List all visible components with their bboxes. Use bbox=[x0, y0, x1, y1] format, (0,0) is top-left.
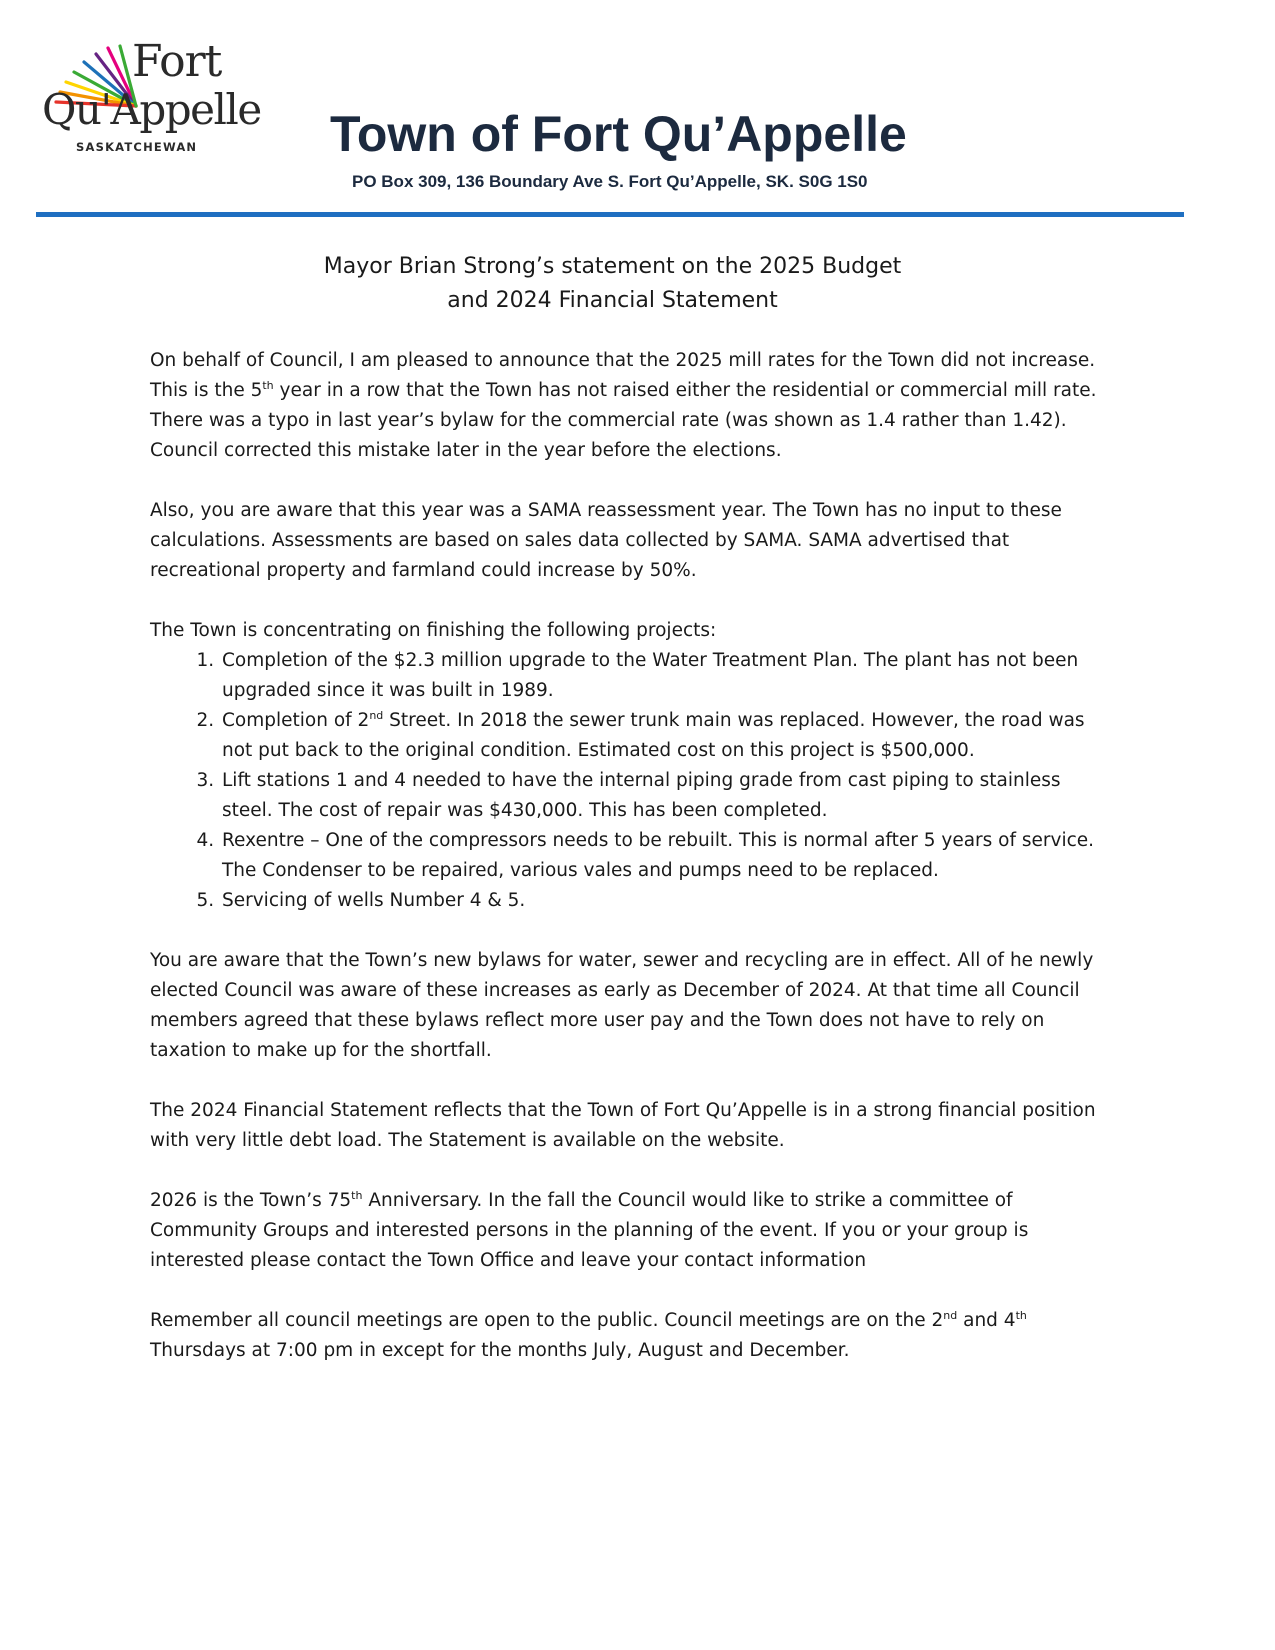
projects-list bbox=[150, 646, 1100, 916]
superscript: nd bbox=[943, 1308, 958, 1322]
paragraph-financial-statement: The 2024 Financial Statement reflects that the Town of Fort Qu’Appelle is in a strong financial position with very little debt load. The Statement is available on the website. bbox=[150, 1100, 1096, 1151]
header-divider bbox=[36, 212, 1184, 217]
list-item: 3. Lift stations 1 and 4 needed to have the internal piping grade from cast piping to stainless steel. The cost of repair was $430,000. This has been completed. bbox=[220, 766, 1100, 826]
list-item: 1. Completion of the $2.3 million upgrade to the Water Treatment Plan. The plant has not been upgraded since it was built in 1989. bbox=[220, 646, 1100, 706]
list-item-text: Completion of 2 bbox=[222, 710, 370, 731]
logo-text-province: SASKATCHEWAN bbox=[76, 140, 198, 154]
list-item bbox=[220, 706, 1100, 766]
paragraph-mill-rates bbox=[150, 346, 1100, 466]
superscript: th bbox=[351, 1188, 363, 1202]
paragraph-text: Anniversary. In the fall the Council would like to strike a committee of Community Groups and interested persons in the planning of the event. If you or your group is interested please contact the Town Office and leave your contact information bbox=[150, 1190, 1029, 1271]
paragraph-text: Remember all council meetings are open to the public. Council meetings are on the 2 bbox=[150, 1310, 944, 1331]
paragraph-text: 2026 is the Town’s 75 bbox=[150, 1190, 352, 1211]
logo-text-quappelle: Qu'Appelle bbox=[42, 85, 261, 134]
paragraph-text: Thursdays at 7:00 pm in except for the months July, August and December. bbox=[150, 1340, 850, 1361]
projects-intro: The Town is concentrating on finishing the following projects: bbox=[150, 620, 717, 641]
paragraph-text: year in a row that the Town has not raised either the residential or commercial mill rate. There was a typo in last year’s bylaw for the commercial rate (was shown as 1.4 rather than 1.42). Council corrected this mistake later in the year before the elections. bbox=[150, 380, 1097, 461]
list-item: 5. Servicing of wells Number 4 & 5. bbox=[220, 886, 1100, 916]
paragraph-council-meetings bbox=[150, 1306, 1100, 1366]
superscript: th bbox=[1015, 1308, 1027, 1322]
paragraph-bylaws: You are aware that the Town’s new bylaws for water, sewer and recycling are in effect. All of he newly elected Council was aware of these increases as early as December of 2024. At that time all Council members agreed that these bylaws reflect more user pay and the Town does not have to rely on taxation to make up for the shortfall. bbox=[150, 950, 1094, 1061]
paragraph-text: and 4 bbox=[957, 1310, 1016, 1331]
list-item: 4. Rexentre – One of the compressors needs to be rebuilt. This is normal after 5 years of service. The Condenser to be repaired, various vales and pumps need to be replaced. bbox=[220, 826, 1100, 886]
superscript: nd bbox=[369, 708, 384, 722]
paragraph-anniversary bbox=[150, 1186, 1100, 1276]
paragraph-text: On behalf of Council, I am pleased to announce that the 2025 mill rates for the Town did not increase. This is the 5 bbox=[150, 350, 1096, 401]
town-address: PO Box 309, 136 Boundary Ave S. Fort Qu’Appelle, SK. S0G 1S0 bbox=[352, 172, 868, 191]
superscript: th bbox=[262, 378, 274, 392]
statement-heading-line-1: Mayor Brian Strong’s statement on the 2025 Budget bbox=[323, 254, 902, 279]
town-logo bbox=[40, 38, 270, 158]
logo-text-fort: Fort bbox=[132, 36, 222, 87]
town-title: Town of Fort Qu’Appelle bbox=[330, 106, 907, 162]
statement-body bbox=[150, 346, 1100, 1396]
statement-heading bbox=[240, 250, 985, 318]
statement-heading-line-2: and 2024 Financial Statement bbox=[447, 288, 778, 313]
paragraph-sama: Also, you are aware that this year was a SAMA reassessment year. The Town has no input to these calculations. Assessments are based on sales data collected by SAMA. SAMA advertised that recreational property and farmland could increase by 50%. bbox=[150, 500, 1062, 581]
list-item-text: Street. In 2018 the sewer trunk main was replaced. However, the road was not put back to the original condition. Estimated cost on this project is $500,000. bbox=[222, 710, 1085, 761]
